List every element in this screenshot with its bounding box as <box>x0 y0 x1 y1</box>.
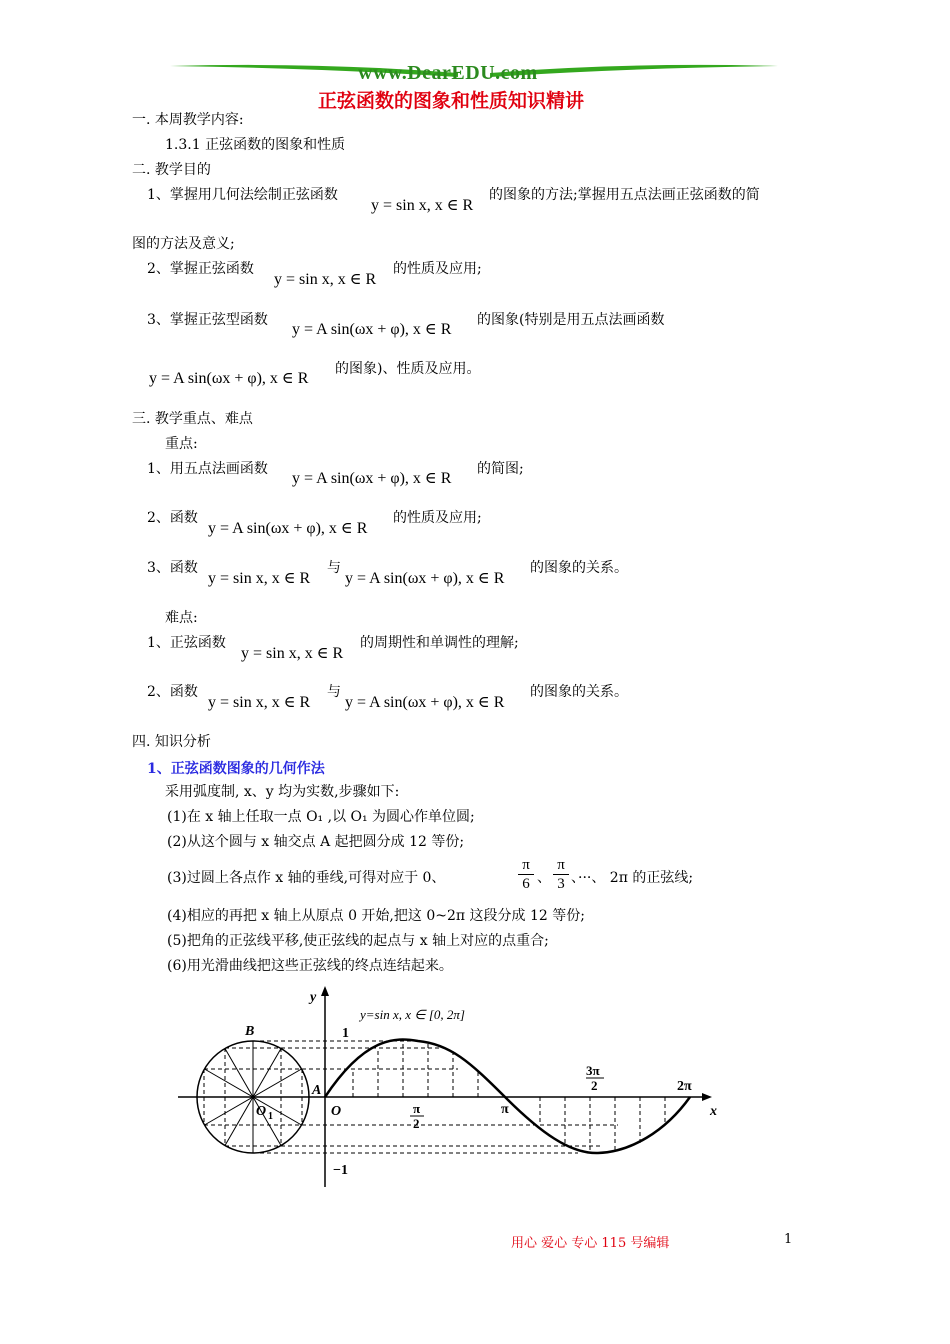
tick-half-pi-numerator: π <box>413 1101 421 1116</box>
method-intro: 采用弧度制, x、y 均为实数,步骤如下: <box>165 784 400 800</box>
fraction-denominator: 6 <box>522 876 530 892</box>
step-4: (4)相应的再把 x 轴上从原点 0 开始,把这 0~2π 这段分成 12 等份; <box>167 908 585 924</box>
fraction-denominator: 3 <box>557 876 565 892</box>
key-3-text-end: 的图象的关系。 <box>530 560 628 576</box>
tick-pi: π <box>501 1102 509 1117</box>
tick-two-pi: 2π <box>677 1079 692 1094</box>
step-3-separator: 、 <box>537 870 551 886</box>
goal-2-text: 2、掌握正弦函数 <box>147 261 254 277</box>
key-3-text: 3、函数 <box>147 560 198 576</box>
difficulty-2-text: 2、函数 <box>147 684 198 700</box>
difficulty-2-text-end: 的图象的关系。 <box>530 684 628 700</box>
key-3-formula-2: y = A sin(ωx + φ), x ∈ R <box>345 570 505 587</box>
y-axis-label: y <box>310 990 317 1005</box>
key-1-formula: y = A sin(ωx + φ), x ∈ R <box>292 470 452 487</box>
section-1-item: 1.3.1 正弦函数的图象和性质 <box>165 137 346 153</box>
figure-caption: y=sin x, x ∈ [0, 2π] <box>360 1007 465 1022</box>
site-logo-text: www.DearEDU.com <box>358 62 538 84</box>
goal-2-formula: y = sin x, x ∈ R <box>274 271 377 288</box>
fraction-pi-over-6 <box>518 857 534 892</box>
tick-label-neg-one: −1 <box>333 1163 348 1178</box>
goal-1-text: 1、掌握用几何法绘制正弦函数 <box>147 187 338 203</box>
tick-half-pi-denominator: 2 <box>413 1116 420 1131</box>
goal-1-formula: y = sin x, x ∈ R <box>371 197 474 214</box>
x-axis-label: x <box>710 1104 717 1119</box>
key-2-text: 2、函数 <box>147 510 198 526</box>
center-label-subscript: 1 <box>268 1111 273 1122</box>
point-label-A: A <box>312 1083 322 1098</box>
section-1-heading: 一. 本周教学内容: <box>132 112 244 128</box>
goal-3-text-end-2: 的图象)、性质及应用。 <box>335 361 481 377</box>
step-3-text-end: 、···、 2π 的正弦线; <box>571 870 694 886</box>
goal-3-text-end: 的图象(特别是用五点法画函数 <box>477 312 665 328</box>
subsection-1-heading: 1、正弦函数图象的几何作法 <box>147 761 325 777</box>
step-2: (2)从这个圆与 x 轴交点 A 起把圆分成 12 等份; <box>167 834 465 850</box>
key-3-connector: 与 <box>327 560 341 576</box>
center-label-O1: O <box>256 1104 267 1119</box>
goal-2-text-end: 的性质及应用; <box>393 261 482 277</box>
goal-3-formula: y = A sin(ωx + φ), x ∈ R <box>292 321 452 338</box>
fraction-numerator: π <box>557 857 565 873</box>
difficulty-2-connector: 与 <box>327 684 341 700</box>
tick-three-half-pi-denominator: 2 <box>591 1078 598 1093</box>
footer-note: 用心 爱心 专心 115 号编辑 <box>511 1236 670 1251</box>
key-points-label: 重点: <box>165 436 198 452</box>
point-label-B: B <box>245 1024 255 1039</box>
tick-three-half-pi-numerator: 3π <box>586 1063 600 1078</box>
goal-1-text-end: 的图象的方法;掌握用五点法画正弦函数的简 <box>489 187 760 203</box>
key-3-formula: y = sin x, x ∈ R <box>208 570 311 587</box>
origin-label-O: O <box>331 1104 342 1119</box>
key-1-text-end: 的简图; <box>477 461 524 477</box>
tick-label-one: 1 <box>342 1026 349 1041</box>
page-number: 1 <box>784 1232 793 1247</box>
difficulty-1-text: 1、正弦函数 <box>147 635 226 651</box>
key-2-text-end: 的性质及应用; <box>393 510 482 526</box>
fraction-bar <box>518 874 534 875</box>
sine-construction-figure <box>150 982 750 1202</box>
key-1-text: 1、用五点法画函数 <box>147 461 268 477</box>
section-4-heading: 四. 知识分析 <box>132 734 211 750</box>
fraction-bar <box>553 874 569 875</box>
step-3-text: (3)过圆上各点作 x 轴的垂线,可得对应于 0、 <box>167 870 446 886</box>
step-1: (1)在 x 轴上任取一点 O₁ ,以 O₁ 为圆心作单位圆; <box>167 809 475 825</box>
difficult-points-label: 难点: <box>165 610 198 626</box>
step-5: (5)把角的正弦线平移,使正弦线的起点与 x 轴上对应的点重合; <box>167 933 549 949</box>
fraction-numerator: π <box>522 857 530 873</box>
goal-1-continued: 图的方法及意义; <box>132 236 235 252</box>
step-6: (6)用光滑曲线把这些正弦线的终点连结起来。 <box>167 958 453 974</box>
difficulty-2-formula: y = sin x, x ∈ R <box>208 694 311 711</box>
difficulty-1-text-end: 的周期性和单调性的理解; <box>360 635 519 651</box>
fraction-pi-over-3 <box>553 857 569 892</box>
section-3-heading: 三. 教学重点、难点 <box>132 411 253 427</box>
difficulty-1-formula: y = sin x, x ∈ R <box>241 645 344 662</box>
difficulty-2-formula-2: y = A sin(ωx + φ), x ∈ R <box>345 694 505 711</box>
key-2-formula: y = A sin(ωx + φ), x ∈ R <box>208 520 368 537</box>
section-2-heading: 二. 教学目的 <box>132 162 211 178</box>
goal-3-text: 3、掌握正弦型函数 <box>147 312 268 328</box>
goal-3-formula-2: y = A sin(ωx + φ), x ∈ R <box>149 370 309 387</box>
page-title: 正弦函数的图象和性质知识精讲 <box>318 90 585 112</box>
